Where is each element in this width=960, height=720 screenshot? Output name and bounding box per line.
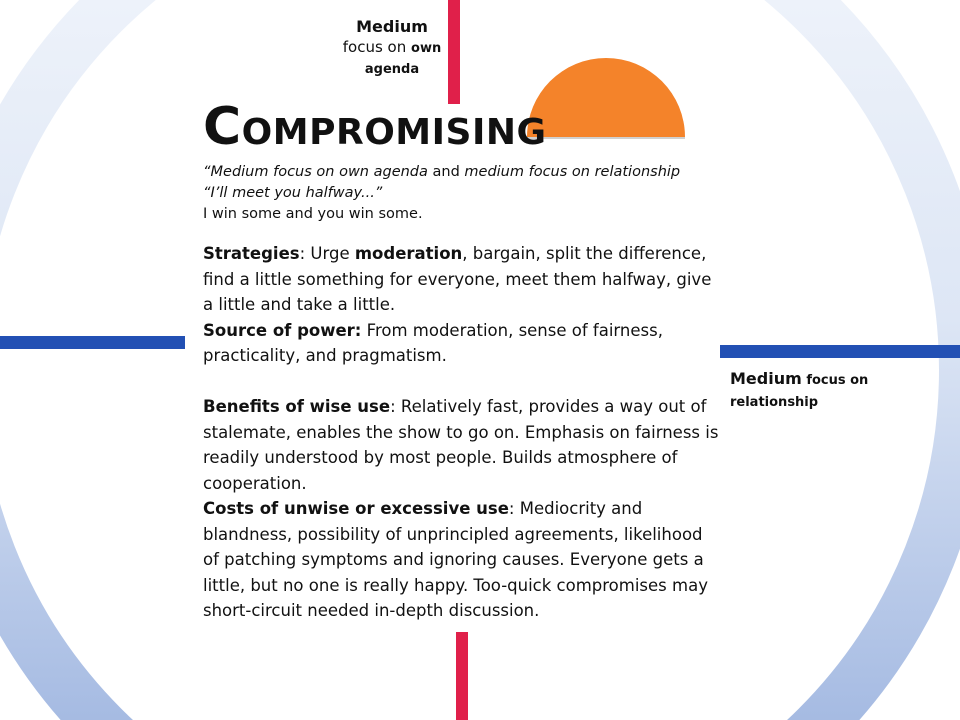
intro-agenda-phrase: “Medium focus on own agenda	[203, 164, 428, 180]
intro-and: and	[432, 164, 460, 180]
agenda-text-part2: own	[411, 41, 442, 56]
intro-line-2	[203, 183, 723, 204]
benefits-label: Benefits of wise use	[203, 397, 391, 416]
costs-paragraph	[203, 496, 723, 624]
intro-quote: “I’ll meet you halfway...”	[203, 185, 383, 201]
agenda-text-part3: agenda	[364, 62, 420, 77]
page-title	[203, 98, 723, 162]
intro-relationship-phrase: medium focus on relationship	[464, 164, 681, 180]
main-content	[203, 98, 723, 624]
relationship-text: focus on relationship	[730, 373, 869, 410]
strategies-emphasis: moderation	[354, 244, 463, 263]
relationship-axis-label	[730, 368, 930, 414]
power-label: Source of power:	[203, 320, 362, 340]
intro-line-1	[203, 162, 723, 183]
costs-label: Costs of unwise or excessive use	[203, 499, 509, 518]
power-text: From moderation, sense of fairness, practicality, and pragmatism.	[203, 320, 663, 365]
horizontal-axis-left	[0, 336, 185, 349]
benefits-text: : Relatively fast, provides a way out of stalemate, enables the show to go on. Emphasis on fairness is readily understood by most people. Builds atmosphere of cooperation.	[203, 397, 719, 493]
costs-text: : Mediocrity and blandness, possibility of unprincipled agreements, likelihood of patching symptoms and ignoring causes. Everyone gets a little, but no one is really happy. Too-quick compromises may short-circuit needed in-depth discussion.	[203, 499, 708, 620]
strategies-text-before: : Urge	[299, 244, 350, 263]
title-first-letter: C	[203, 97, 242, 157]
strategies-label: Strategies	[203, 244, 300, 263]
agenda-text-part1: focus on	[342, 38, 407, 56]
agenda-level: Medium	[356, 17, 428, 36]
horizontal-axis-right	[720, 345, 960, 358]
strategies-paragraph	[203, 241, 723, 318]
vertical-axis-bottom	[456, 632, 468, 720]
strategies-text-after: , bargain, split the difference, find a little something for everyone, meet them halfway, give a little and take a little.	[203, 244, 712, 314]
title-rest: OMPROMISING	[241, 112, 547, 153]
intro-line-3: I win some and you win some.	[203, 206, 423, 222]
benefits-paragraph	[203, 394, 723, 496]
agenda-axis-label	[327, 16, 457, 80]
relationship-level: Medium	[730, 369, 802, 388]
power-paragraph	[203, 318, 723, 369]
